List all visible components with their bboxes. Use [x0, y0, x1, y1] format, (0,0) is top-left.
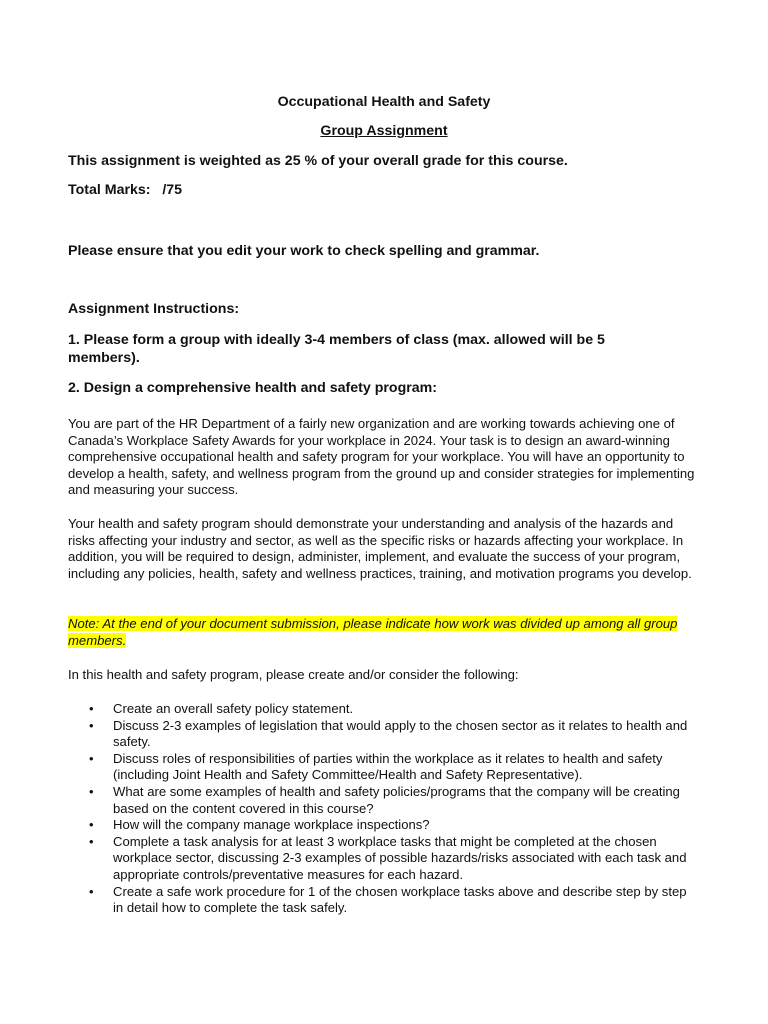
weighting-statement: This assignment is weighted as 25 % of your overall grade for this course.	[68, 153, 568, 169]
list-item: • What are some examples of health and safety policies/programs that the company will be creating based on the content covered in this course?	[89, 783, 680, 816]
list-intro: In this health and safety program, please create and/or consider the following:	[68, 667, 519, 682]
list-item: • Create an overall safety policy statement.	[89, 701, 354, 716]
document-subtitle	[0, 123, 768, 139]
list-item: • Discuss roles of responsibilities of parties within the workplace as it relates to health and safety (including Joint Health and Safety Committee/Health and Safety Representative).	[89, 750, 663, 783]
editing-note: Please ensure that you edit your work to check spelling and grammar.	[68, 243, 540, 259]
bullet-icon: •	[89, 833, 94, 849]
list-item: • How will the company manage workplace inspections?	[89, 817, 430, 833]
instruction-step-1: 1. Please form a group with ideally 3-4 members of class (max. allowed will be 5 members).	[68, 332, 605, 366]
bullet-icon: •	[89, 750, 94, 766]
bullet-icon: •	[89, 817, 94, 833]
instruction-step-2: 2. Design a comprehensive health and safety program:	[68, 380, 437, 396]
bullet-icon: •	[89, 783, 94, 799]
instructions-heading: Assignment Instructions:	[68, 301, 240, 317]
requirements-list	[68, 701, 700, 917]
highlighted-note	[68, 616, 700, 649]
total-marks: Total Marks: /75	[68, 182, 183, 198]
paragraph-context: You are part of the HR Department of a fairly new organization and are working towards achieving one of Canada’s Workplace Safety Awards for your workplace in 2024. Your task is to design an award-winning comprehensive occupational health and safety program for your workplace. You will have an opportunity to develop a health, safety, and wellness program from the ground up and consider strategies for implementing and measuring your success.	[68, 416, 695, 498]
bullet-icon: •	[89, 883, 94, 899]
list-item: • Create a safe work procedure for 1 of the chosen workplace tasks above and describe step by step in detail how to complete the task safely.	[89, 883, 687, 916]
subtitle-text: Group Assignment	[320, 123, 448, 139]
paragraph-requirements: Your health and safety program should demonstrate your understanding and analysis of the hazards and risks affecting your industry and sector, as well as the specific risks or hazards affecting your workplace. In addition, you will be required to design, administer, implement, and evaluate the success of your program, including any policies, health, safety and wellness practices, training, and motivation programs you develop.	[68, 516, 692, 581]
document-title: Occupational Health and Safety	[277, 94, 491, 110]
bullet-icon: •	[89, 717, 94, 733]
list-item: • Complete a task analysis for at least 3 workplace tasks that might be completed at the chosen workplace sector, discussing 2-3 examples of possible hazards/risks associated with each task and appropriate controls/preventative measures for each hazard.	[89, 833, 687, 882]
list-item: • Discuss 2-3 examples of legislation that would apply to the chosen sector as it relates to health and safety.	[89, 717, 688, 750]
note-text: Note: At the end of your document submission, please indicate how work was divided up among all group members.	[68, 616, 678, 648]
bullet-icon: •	[89, 701, 94, 716]
